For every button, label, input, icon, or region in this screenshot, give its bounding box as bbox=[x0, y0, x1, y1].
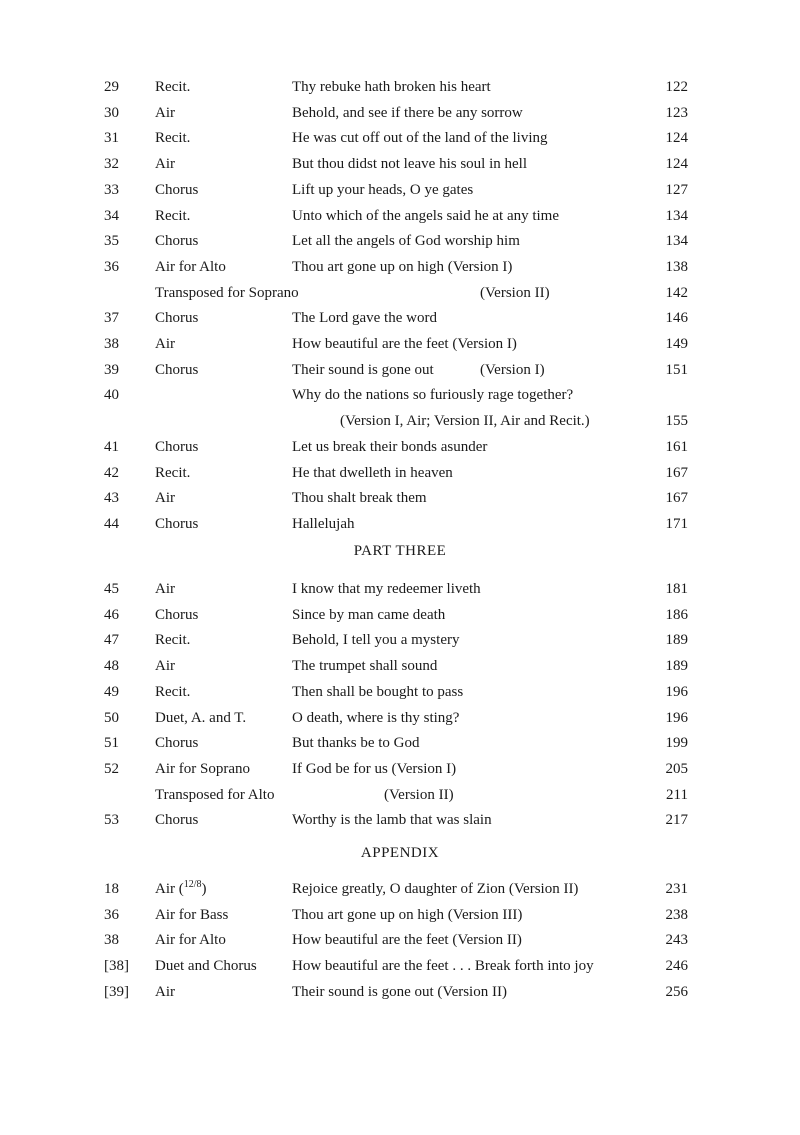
entry-number: 46 bbox=[104, 606, 119, 623]
entry-type: Air bbox=[155, 490, 175, 507]
entry-type bbox=[155, 878, 207, 900]
entry-title: But thou didst not leave his soul in hell bbox=[292, 156, 527, 173]
entry-page: 199 bbox=[665, 735, 688, 752]
entry-type: Duet, A. and T. bbox=[155, 709, 247, 726]
entry-page: 151 bbox=[665, 361, 688, 378]
toc-entry bbox=[0, 333, 800, 355]
toc-entry bbox=[0, 809, 800, 831]
entry-number: 29 bbox=[104, 79, 119, 95]
entry-page: 134 bbox=[665, 233, 688, 250]
entry-title: Thou art gone up on high (Version III) bbox=[292, 906, 523, 923]
toc-entry bbox=[0, 732, 800, 754]
toc-entry bbox=[0, 205, 800, 227]
entry-page: 123 bbox=[665, 104, 688, 121]
entry-type: Chorus bbox=[155, 361, 199, 378]
entry-number: 52 bbox=[104, 760, 119, 777]
entry-page: 181 bbox=[665, 581, 688, 597]
entry-type: Chorus bbox=[155, 515, 199, 532]
entry-page: 217 bbox=[665, 812, 688, 829]
toc-entry bbox=[0, 384, 800, 406]
entry-number: 48 bbox=[104, 658, 119, 675]
toc-entry bbox=[0, 655, 800, 677]
entry-type: Air for Soprano bbox=[155, 760, 250, 777]
entry-type: Recit. bbox=[155, 207, 191, 224]
entry-title: He was cut off out of the land of the living bbox=[292, 130, 548, 147]
entry-number: 38 bbox=[104, 932, 119, 949]
entry-type: Air for Alto bbox=[155, 932, 226, 949]
toc-entry bbox=[0, 179, 800, 201]
entry-type: Air for Bass bbox=[155, 906, 229, 923]
entry-title: Their sound is gone out bbox=[292, 361, 434, 378]
entry-type: Air for Alto bbox=[155, 258, 226, 275]
entry-page: 189 bbox=[665, 658, 688, 675]
entry-type: Recit. bbox=[155, 130, 191, 147]
toc-entry bbox=[0, 359, 800, 381]
entry-page: 171 bbox=[665, 515, 688, 532]
toc-entry bbox=[0, 604, 800, 626]
entry-page: 155 bbox=[665, 413, 688, 430]
entry-title: Thy rebuke hath broken his heart bbox=[292, 79, 491, 95]
part-three-heading: PART THREE bbox=[353, 543, 447, 559]
entry-page: 146 bbox=[665, 310, 688, 327]
entry-title: Let us break their bonds asunder bbox=[292, 438, 488, 455]
entry-title: O death, where is thy sting? bbox=[292, 709, 460, 726]
toc-entry-continuation bbox=[0, 410, 800, 432]
transposed-alto-entry bbox=[0, 784, 800, 806]
entry-title: I know that my redeemer liveth bbox=[292, 581, 481, 597]
entry-page: 186 bbox=[665, 606, 688, 623]
entry-type: Recit. bbox=[155, 683, 191, 700]
entry-number: 53 bbox=[104, 812, 119, 829]
toc-entry bbox=[0, 102, 800, 124]
entry-number: 30 bbox=[104, 104, 119, 121]
entry-subtitle: Transposed for Alto bbox=[155, 786, 275, 803]
entry-number: 42 bbox=[104, 464, 119, 481]
entry-page: 189 bbox=[665, 632, 688, 649]
entry-page: 196 bbox=[665, 683, 688, 700]
toc-entry bbox=[0, 487, 800, 509]
toc-entry bbox=[0, 436, 800, 458]
toc-entry bbox=[0, 878, 800, 900]
entry-page: 246 bbox=[665, 958, 688, 975]
entry-type: Air bbox=[155, 104, 175, 121]
entry-number: 37 bbox=[104, 310, 119, 327]
entry-number: [38] bbox=[104, 958, 129, 975]
entry-type: Air bbox=[155, 336, 175, 352]
entry-number: 32 bbox=[104, 156, 119, 173]
entry-page: 161 bbox=[665, 438, 688, 455]
entry-type: Recit. bbox=[155, 464, 191, 481]
transposed-soprano-entry bbox=[0, 282, 800, 304]
entry-number: 33 bbox=[104, 181, 119, 198]
entry-number: 41 bbox=[104, 438, 119, 455]
entry-title: How beautiful are the feet (Version II) bbox=[292, 932, 522, 949]
entry-page: 196 bbox=[665, 709, 688, 726]
entry-title: Then shall be bought to pass bbox=[292, 683, 464, 700]
entry-number: 43 bbox=[104, 490, 119, 507]
entry-title: Unto which of the angels said he at any time bbox=[292, 207, 560, 224]
entry-page: 211 bbox=[666, 786, 688, 803]
toc-entry bbox=[0, 127, 800, 149]
appendix-heading: APPENDIX bbox=[360, 845, 440, 861]
entry-number: 36 bbox=[104, 258, 119, 275]
toc-entry bbox=[0, 955, 800, 977]
entry-title: Since by man came death bbox=[292, 606, 446, 623]
entry-subtitle: Transposed for Soprano bbox=[155, 284, 299, 301]
entry-number: 36 bbox=[104, 906, 119, 923]
entry-version: (Version II) bbox=[480, 284, 550, 301]
entry-title: Let all the angels of God worship him bbox=[292, 233, 520, 250]
entry-page: 149 bbox=[665, 336, 688, 352]
toc-entry bbox=[0, 307, 800, 329]
entry-page: 243 bbox=[665, 932, 688, 949]
entry-title-continuation: (Version I, Air; Version II, Air and Recit.) bbox=[340, 413, 590, 430]
toc-entry bbox=[0, 707, 800, 729]
entry-page: 124 bbox=[665, 156, 688, 173]
entry-title: Their sound is gone out (Version II) bbox=[292, 983, 507, 1000]
entry-title: Thou art gone up on high (Version I) bbox=[292, 258, 513, 275]
entry-page: 124 bbox=[665, 130, 688, 147]
entry-number: 49 bbox=[104, 683, 119, 700]
entry-type: Chorus bbox=[155, 181, 199, 198]
entry-title: But thanks be to God bbox=[292, 735, 420, 752]
toc-entry bbox=[0, 513, 800, 535]
entry-title: Lift up your heads, O ye gates bbox=[292, 181, 474, 198]
entry-version: (Version I) bbox=[480, 361, 545, 378]
entry-number: 45 bbox=[104, 581, 119, 597]
entry-title: Behold, I tell you a mystery bbox=[292, 632, 460, 649]
entry-number: 47 bbox=[104, 632, 119, 649]
entry-type: Recit. bbox=[155, 632, 191, 649]
entry-title: Why do the nations so furiously rage together? bbox=[292, 387, 574, 404]
entry-page: 127 bbox=[665, 181, 688, 198]
entry-title: If God be for us (Version I) bbox=[292, 760, 457, 777]
toc-entry bbox=[0, 76, 800, 98]
toc-entry bbox=[0, 681, 800, 703]
toc-entry bbox=[0, 929, 800, 951]
toc-entry bbox=[0, 904, 800, 926]
entry-title: Behold, and see if there be any sorrow bbox=[292, 104, 523, 121]
entry-type: Duet and Chorus bbox=[155, 958, 257, 975]
entry-title: Hallelujah bbox=[292, 515, 355, 532]
entry-type-close: ) bbox=[201, 881, 207, 897]
entry-number: [39] bbox=[104, 983, 129, 1000]
entry-page: 231 bbox=[665, 881, 688, 897]
toc-entry bbox=[0, 230, 800, 252]
entry-type: Air bbox=[155, 983, 175, 1000]
entry-number: 39 bbox=[104, 361, 119, 378]
time-signature: 12/8 bbox=[183, 879, 202, 890]
toc-entry bbox=[0, 629, 800, 651]
entry-number: 18 bbox=[104, 881, 119, 897]
entry-page: 167 bbox=[665, 464, 688, 481]
toc-entry bbox=[0, 758, 800, 780]
entry-title: Worthy is the lamb that was slain bbox=[292, 812, 492, 829]
entry-title: The Lord gave the word bbox=[292, 310, 437, 327]
toc-entry bbox=[0, 256, 800, 278]
entry-type: Chorus bbox=[155, 812, 199, 829]
entry-page: 205 bbox=[665, 760, 688, 777]
entry-title: The trumpet shall sound bbox=[292, 658, 438, 675]
toc-entry bbox=[0, 981, 800, 1003]
entry-page: 167 bbox=[665, 490, 688, 507]
entry-type: Chorus bbox=[155, 438, 199, 455]
entry-page: 142 bbox=[665, 284, 688, 301]
entry-type: Air bbox=[155, 581, 175, 597]
entry-page: 122 bbox=[665, 79, 688, 95]
toc-entry bbox=[0, 153, 800, 175]
entry-number: 34 bbox=[104, 207, 119, 224]
entry-type: Chorus bbox=[155, 735, 199, 752]
entry-title: How beautiful are the feet . . . Break forth into joy bbox=[292, 958, 594, 975]
entry-type: Air bbox=[155, 156, 175, 173]
entry-number: 50 bbox=[104, 709, 119, 726]
toc-entry bbox=[0, 578, 800, 600]
entry-page: 256 bbox=[665, 983, 688, 1000]
entry-page: 238 bbox=[665, 906, 688, 923]
entry-title: Thou shalt break them bbox=[292, 490, 427, 507]
entry-type: Chorus bbox=[155, 606, 199, 623]
entry-type: Chorus bbox=[155, 233, 199, 250]
entry-type: Chorus bbox=[155, 310, 199, 327]
entry-page: 138 bbox=[665, 258, 688, 275]
entry-number: 44 bbox=[104, 515, 119, 532]
entry-number: 40 bbox=[104, 387, 119, 404]
entry-version: (Version II) bbox=[384, 786, 454, 803]
entry-title: How beautiful are the feet (Version I) bbox=[292, 336, 517, 352]
entry-type-text: Air ( bbox=[155, 881, 184, 897]
entry-number: 35 bbox=[104, 233, 119, 250]
entry-type: Air bbox=[155, 658, 175, 675]
entry-number: 38 bbox=[104, 336, 119, 352]
entry-title: Rejoice greatly, O daughter of Zion (Version II) bbox=[292, 881, 579, 897]
entry-type: Recit. bbox=[155, 79, 191, 95]
entry-page: 134 bbox=[665, 207, 688, 224]
entry-number: 51 bbox=[104, 735, 119, 752]
entry-number: 31 bbox=[104, 130, 119, 147]
entry-title: He that dwelleth in heaven bbox=[292, 464, 453, 481]
toc-entry bbox=[0, 462, 800, 484]
